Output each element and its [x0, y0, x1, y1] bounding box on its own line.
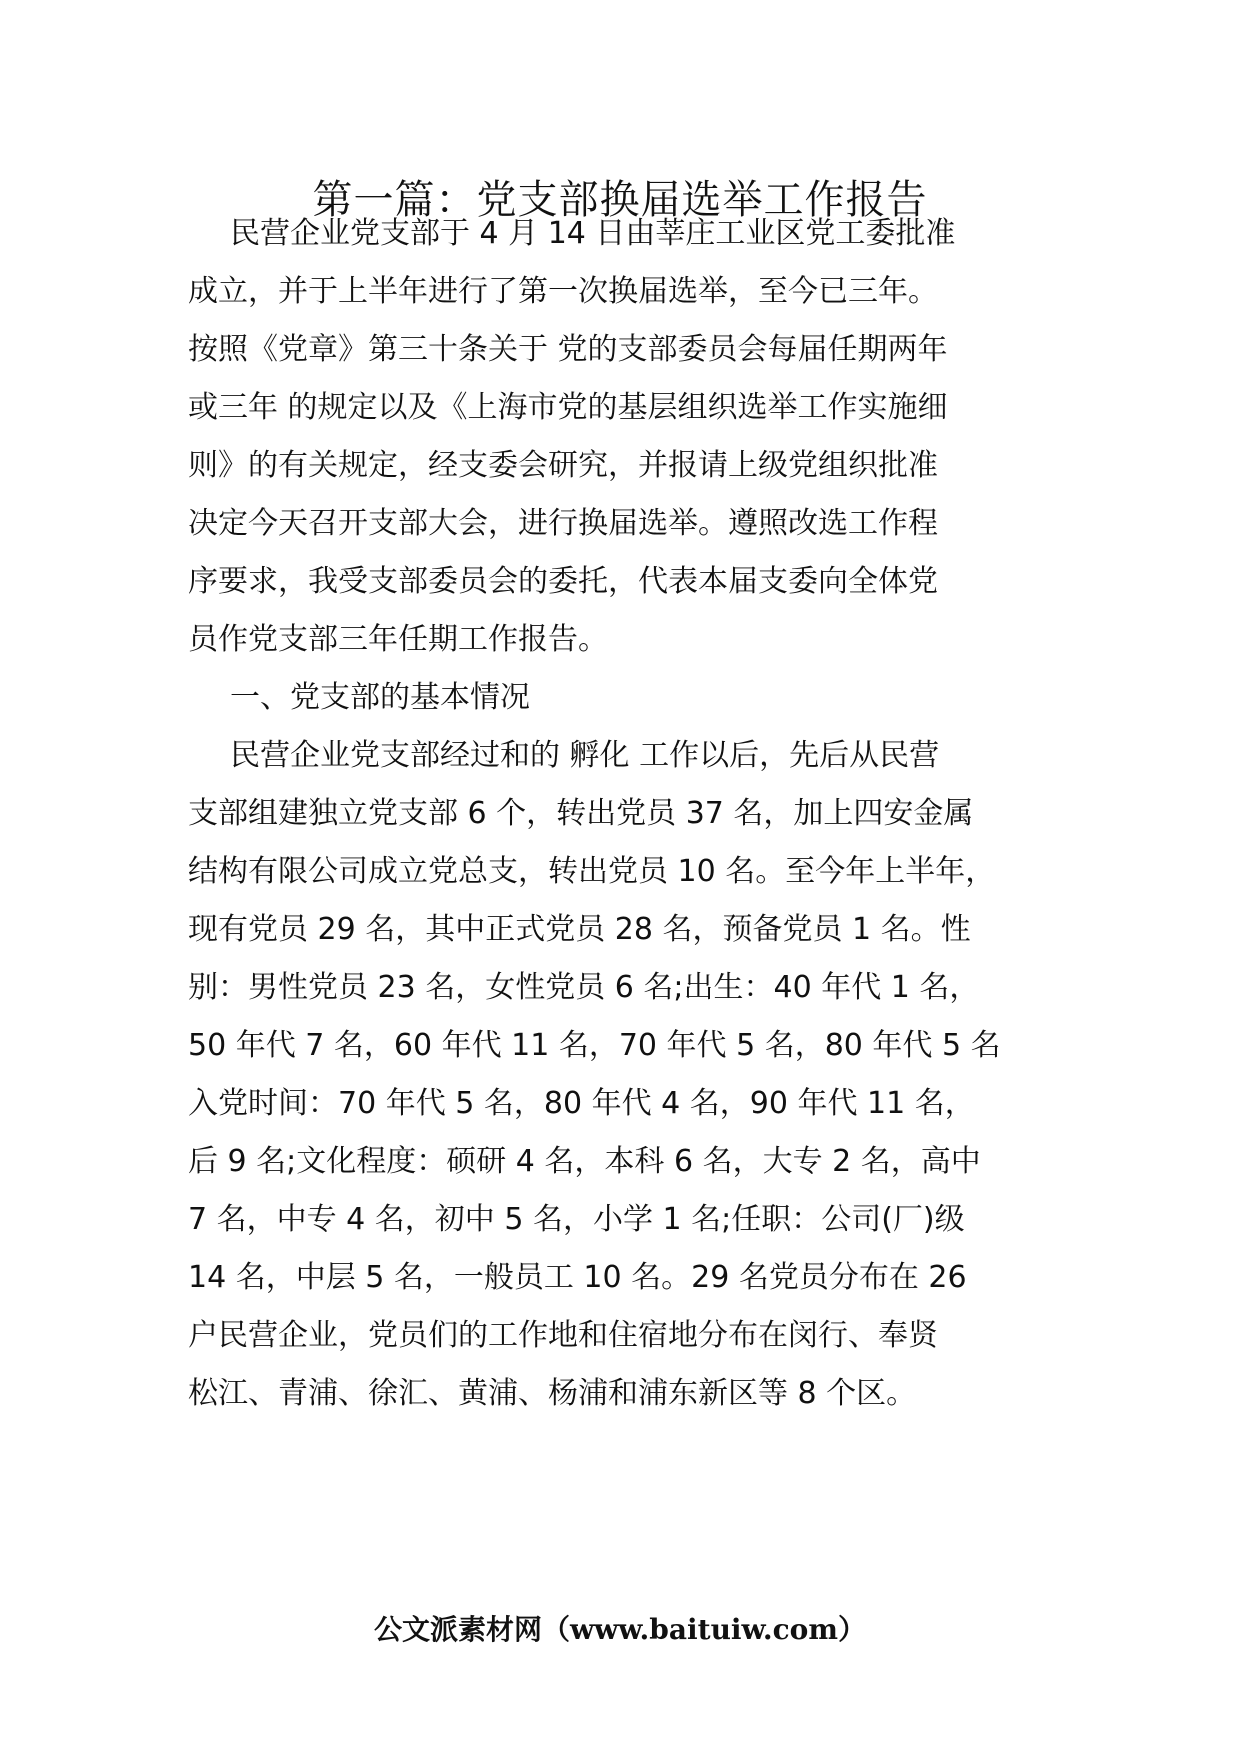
paragraph-line: 成立，并于上半年进行了第一次换届选举，至今已三年。	[188, 274, 938, 309]
paragraph-line: 结构有限公司成立党总支，转出党员 10 名。至今年上半年，	[188, 854, 996, 889]
paragraph-line: 按照《党章》第三十条关于 党的支部委员会每届任期两年	[188, 332, 948, 367]
paragraph-line: 50 年代 7 名，60 年代 11 名，70 年代 5 名，80 年代 5 名	[188, 1028, 1001, 1063]
paragraph-line: 员作党支部三年任期工作报告。	[188, 622, 608, 657]
paragraph-line: 序要求，我受支部委员会的委托，代表本届支委向全体党	[188, 564, 938, 599]
paragraph-line: 民营企业党支部于 4 月 14 日由莘庄工业区党工委批准	[230, 216, 956, 251]
paragraph-line: 或三年 的规定以及《上海市党的基层组织选举工作实施细	[188, 390, 948, 425]
paragraph-line: 7 名，中专 4 名，初中 5 名，小学 1 名;任职：公司(厂)级	[188, 1202, 965, 1237]
paragraph-line: 松江、青浦、徐汇、黄浦、杨浦和浦东新区等 8 个区。	[188, 1376, 917, 1411]
paragraph-line: 别：男性党员 23 名，女性党员 6 名;出生：40 年代 1 名，	[188, 970, 980, 1005]
footer-watermark: 公文派素材网（www.baituiw.com）	[374, 1613, 866, 1646]
document-title: 第一篇：党支部换届选举工作报告	[312, 177, 928, 223]
section-heading: 一、党支部的基本情况	[230, 680, 530, 715]
paragraph-line: 则》的有关规定，经支委会研究，并报请上级党组织批准	[188, 448, 938, 483]
paragraph-line: 后 9 名;文化程度：硕研 4 名，本科 6 名，大专 2 名，高中	[188, 1144, 981, 1179]
paragraph-line: 决定今天召开支部大会，进行换届选举。遵照改选工作程	[188, 506, 938, 541]
paragraph-line: 户民营企业，党员们的工作地和住宿地分布在闵行、奉贤	[188, 1318, 938, 1353]
paragraph-line: 支部组建独立党支部 6 个，转出党员 37 名，加上四安金属	[188, 796, 974, 831]
paragraph-line: 14 名，中层 5 名，一般员工 10 名。29 名党员分布在 26	[188, 1260, 967, 1295]
paragraph-line: 入党时间：70 年代 5 名，80 年代 4 名，90 年代 11 名，	[188, 1086, 975, 1121]
paragraph-line: 民营企业党支部经过和的 孵化 工作以后，先后从民营	[230, 738, 940, 773]
paragraph-line: 现有党员 29 名，其中正式党员 28 名，预备党员 1 名。性	[188, 912, 971, 947]
